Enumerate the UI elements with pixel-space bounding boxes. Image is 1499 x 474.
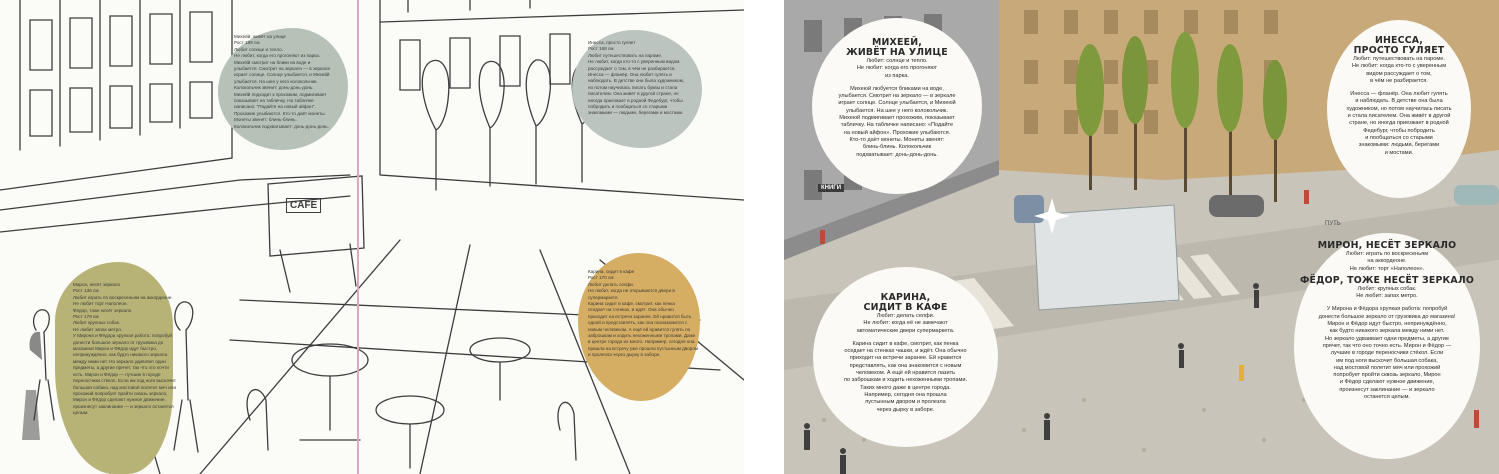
bubble-mikhey — [812, 18, 982, 194]
sketch-note-text: Карина, сидит в кафе Рост 170 см Любит делать селфи. Не любит, когда не открываются двери в супермаркете. Карина сидит в кафе, смотрит, как пенка оседает на стенках, и ждёт. Она обычно приходит на встречи заранее. Ей нравится быть одной и представлять, как она познакомится с новым человеком. А ещё ей нравится гулять по заброшкам и ходить нехоженными тропами. Даже в центре города их много. Например, сегодня она пришла на встречу уже прошла пустынным двором и пролезла через дырку в заборе. — [588, 269, 699, 358]
sketch-note-mikhey — [218, 28, 348, 150]
bubble-body: У Мирона и Фёдора хрупкая работа: попробуй донести большое зеркало от грузовика до магазина! Мирон и Фёдор идут быстро, непринуждённо, как будто никакого зеркала между ними нет. Но зеркало удваивает одни предметы, а другие прячет, так что оно точно есть. Мирон и Фёдор — лучшие в городе переносчики стёкол. Если им под ноги выскочит большая собака, над мостовой полетит мяч или прохожий попробует пройти сквозь зеркало, Мирон и Фёдор сделают нужное движение, произнесут заклинание — и зеркало останется целым. — [1318, 306, 1456, 401]
bubble-miron-fedor — [1294, 233, 1480, 459]
bubble-title: СИДИТ В КАФЕ — [863, 302, 948, 313]
bubble-title: МИРОН, НЕСЁТ ЗЕРКАЛО — [1317, 240, 1457, 251]
bubble-body: Михеюй любуется бликами на воде, улыбается. Смотрит на зеркало — в зеркале играет солнце. Солнце улыбается, и Михеюй улыбается. На шее у него колокольчик. Михеюй подмигивает прохожим, показывает табличку. На табличке написано: «Подайте на новый айфон». Прохожие улыбаются. Кто-то даёт монеты. Монеты звенят: блинь-блинь. Колокольчик подхватывает: донь-донь-донь. — [838, 85, 956, 158]
bubble-lead: Любит: делать селфи. Не любит: когда её не замечают автоматические двери супермаркета. — [856, 313, 955, 334]
bookshop-sign: КНИГИ — [818, 184, 844, 192]
bubble-body: Карина сидит в кафе, смотрит, как пенка оседает на стенках чашки, и ждёт. Она обычно приходит на встречи заранее. Ей нравится представлять, как она знакомится с новым человеком. А ещё ей нравится лазить по заброшкам и ходить нехоженными тропами. Таких много даже в центре города. Например, сегодня она прошла пустынным двором и пролезла через дырку в заборе. — [843, 340, 968, 413]
bubble-lead: Любит: путешествовать на пароме. Не любит: когда кто-то с уверенным видом рассуждает о том, в чём не разбирается. — [1351, 56, 1447, 84]
bubble-inessa — [1327, 20, 1471, 198]
sketch-spread — [0, 0, 744, 474]
sketch-note-text: Мирон, несёт зеркало Рост 136 см Любит играть по воскресеньям на аккордеоне. Не любит торт Наполеон. Фёдор, тоже несёт зеркало Рост 179 см Любит крупных собак. Не любит запах метро. У Мирона и Фёдора хрупкая работа: попробуй донести большое зеркало от грузовика до магазина! Мирон и Фёдор идут быстро, непринуждённо, как будто никакого зеркала между ними нет. Но зеркало удивляет одни предметы, а другие прячет, так что это почти есть. Мирон и Фёдор — лучшие в городе переносчики стёкол. Если им под ноги выскочит большая собака, над мостовой полетит мяч или прохожий попробует пройти сквозь зеркало, Мирон и Фёдор сделают нужное движение, произнесут заклинание — и зеркало останется целым. — [73, 282, 177, 416]
bubble-title: КАРИНА, — [880, 292, 931, 303]
bubble-lead-2: Любит: крупных собак. Не любит: запах метро. — [1356, 285, 1418, 300]
bubble-title-2: ФЁДОР, ТОЖЕ НЕСЁТ ЗЕРКАЛО — [1299, 274, 1475, 286]
bubble-body: Инесса — фланёр. Она любит гулять и наблюдать. В детстве она была художником, но потом научилась писать и стала писателем. Она живёт в другой стране, но иногда приезжает в родной Федебург, чтобы побродить и пообщаться со старыми знакомыми: людьми, берегами и мостами. — [1346, 91, 1452, 156]
sketch-note-text: Михейй, живёт на улице Рост 188 см Любит солнце и тепло. Не любит, когда его прогоняют из парка. Михейй смотрит на блики на воде и улыбается. Смотрит на зеркало — в зеркале играет солнце. Солнце улыбается, и Михейй улыбается. На шее у него колокольчик. Колокольчик звенит: донь-донь-донь. Михейй подходит к прохожим, подмигивает показывает на табличку. На табличке написано: "Подайте на новый айфон". Прохожие улыбаются. Кто-то даёт монеты. Монеты звенят: блинь-блинь. Колокольчик подхватывает: донь-донь-донь. — [234, 34, 330, 129]
sketch-note-inessa — [572, 30, 702, 148]
sketch-cafe-sign: CAFE — [286, 198, 321, 213]
bubble-title: ИНЕССА, — [1374, 35, 1424, 46]
bubble-title: ПРОСТО ГУЛЯЕТ — [1353, 45, 1445, 56]
bubble-lead: Любит: солнце и тепло. Не любит: когда его прогоняют из парка. — [856, 58, 938, 79]
sketch-note-miron-fedor — [55, 262, 177, 474]
bubble-title: МИХЕЕЙ, — [871, 37, 923, 48]
sketch-note-text: Инесса, просто гуляет Рост 168 см Любит путешествовать на пароме. Не любит, когда кто-то с уверенным видом рассуждает о том, в чём не разбирается. Инесса — фланёр. Она любит гулять и наблюдать. В детстве она была художником, но потом научилась писать буквы и стала писателем. Она живёт в другой стране, но иногда приезжает в родной Федебург, чтобы побродить и пообщаться со старыми знакомыми — людьми, берегами и мостами. — [588, 40, 685, 116]
street-sign: ПУТЬ — [1325, 221, 1341, 227]
bubble-title: ЖИВЁТ НА УЛИЦЕ — [846, 47, 948, 58]
bubble-karina — [813, 267, 998, 447]
page-gutter — [357, 0, 359, 474]
bubble-lead: Любит: играть по воскресеньям на аккордеоне. Не любит: торт «Наполеон». — [1345, 251, 1429, 272]
